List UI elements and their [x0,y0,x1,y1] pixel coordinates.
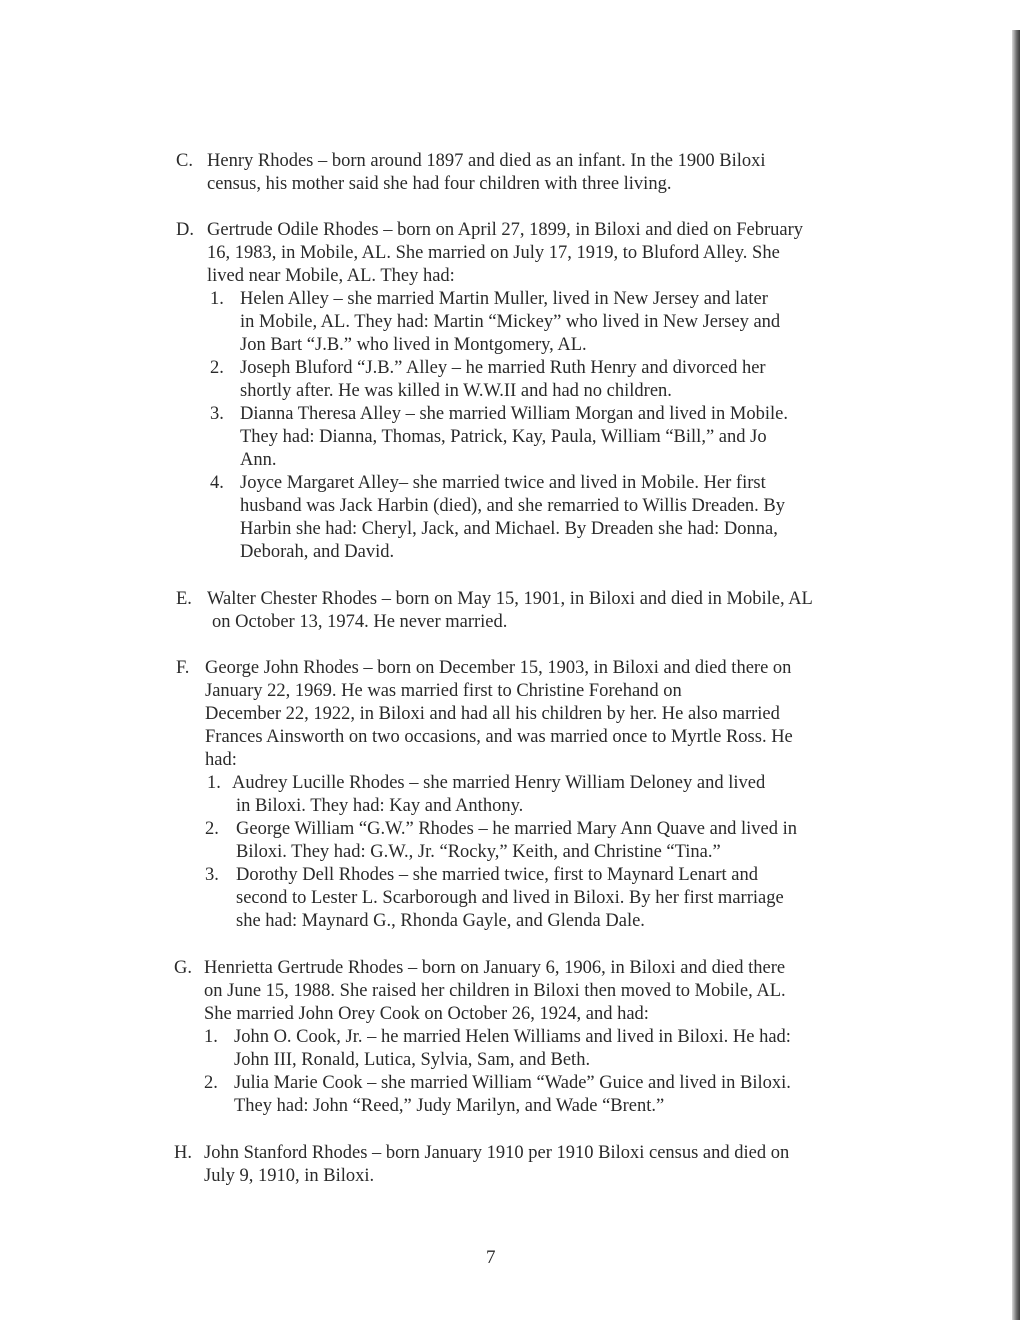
child-line: Joseph Bluford “J.B.” Alley – he married Ruth Henry and divorced her [240,358,766,378]
child-line: Jon Bart “J.B.” who lived in Montgomery, AL. [240,335,587,355]
entry-line: had: [205,750,237,770]
child-line: Ann. [240,450,277,470]
child-line: Biloxi. They had: G.W., Jr. “Rocky,” Keith, and Christine “Tina.” [236,842,721,862]
child-line: Helen Alley – she married Martin Muller, lived in New Jersey and later [240,289,768,309]
entry-line: January 22, 1969. He was married first to Christine Forehand on [205,681,682,701]
child-number: 1. [204,1027,218,1047]
child-line: Deborah, and David. [240,542,395,562]
child-line: Dorothy Dell Rhodes – she married twice, first to Maynard Lenart and [236,865,758,885]
child-number: 3. [205,865,219,885]
entry-line: George John Rhodes – born on December 15, 1903, in Biloxi and died there on [205,658,792,678]
entry-line: John Stanford Rhodes – born January 1910 per 1910 Biloxi census and died on [204,1143,790,1163]
entry-line: Henrietta Gertrude Rhodes – born on January 6, 1906, in Biloxi and died there [204,958,786,978]
entry-line: 16, 1983, in Mobile, AL. She married on July 17, 1919, to Bluford Alley. She [207,243,780,263]
entry-line: July 9, 1910, in Biloxi. [204,1166,375,1186]
entry-letter: E. [176,589,192,609]
child-line: Dianna Theresa Alley – she married William Morgan and lived in Mobile. [240,404,788,424]
child-line: she had: Maynard G., Rhonda Gayle, and Glenda Dale. [236,911,645,931]
entry-line: Gertrude Odile Rhodes – born on April 27, 1899, in Biloxi and died on February [207,220,804,240]
entry-letter: H. [174,1143,192,1163]
child-line: in Mobile, AL. They had: Martin “Mickey” who lived in New Jersey and [240,312,781,332]
child-number: 1. [207,773,221,793]
entry-letter: G. [174,958,192,978]
entry-line: Frances Ainsworth on two occasions, and was married once to Myrtle Ross. He [205,727,793,747]
entry-line: She married John Orey Cook on October 26, 1924, and had: [204,1004,649,1024]
child-number: 2. [205,819,219,839]
entry-line: December 22, 1922, in Biloxi and had all his children by her. He also married [205,704,780,724]
entry-line: Walter Chester Rhodes – born on May 15, 1901, in Biloxi and died in Mobile, AL [207,589,813,609]
entry-letter: F. [176,658,190,678]
entry-line: Henry Rhodes – born around 1897 and died as an infant. In the 1900 Biloxi [207,151,766,171]
child-line: Audrey Lucille Rhodes – she married Henry William Deloney and lived [232,773,766,793]
child-line: Harbin she had: Cheryl, Jack, and Michael. By Dreaden she had: Donna, [240,519,778,539]
child-line: George William “G.W.” Rhodes – he married Mary Ann Quave and lived in [236,819,797,839]
page-number: 7 [486,1247,496,1268]
entry-line: on October 13, 1974. He never married. [212,612,508,632]
child-line: John III, Ronald, Lutica, Sylvia, Sam, and Beth. [234,1050,591,1070]
child-line: Joyce Margaret Alley– she married twice and lived in Mobile. Her first [240,473,766,493]
entry-line: on June 15, 1988. She raised her children in Biloxi then moved to Mobile, AL. [204,981,786,1001]
entry-line: census, his mother said she had four children with three living. [207,174,672,194]
child-line: in Biloxi. They had: Kay and Anthony. [236,796,524,816]
child-number: 2. [210,358,224,378]
child-line: shortly after. He was killed in W.W.II and had no children. [240,381,672,401]
child-line: John O. Cook, Jr. – he married Helen Williams and lived in Biloxi. He had: [234,1027,791,1047]
child-line: Julia Marie Cook – she married William “Wade” Guice and lived in Biloxi. [234,1073,791,1093]
child-number: 1. [210,289,224,309]
child-number: 2. [204,1073,218,1093]
child-number: 3. [210,404,224,424]
child-number: 4. [210,473,224,493]
entry-line: lived near Mobile, AL. They had: [207,266,455,286]
entry-letter: D. [176,220,194,240]
child-line: They had: Dianna, Thomas, Patrick, Kay, Paula, William “Bill,” and Jo [240,427,767,447]
child-line: second to Lester L. Scarborough and lived in Biloxi. By her first marriage [236,888,784,908]
child-line: They had: John “Reed,” Judy Marilyn, and Wade “Brent.” [234,1096,665,1116]
entry-letter: C. [176,151,193,171]
child-line: husband was Jack Harbin (died), and she remarried to Willis Dreaden. By [240,496,786,516]
